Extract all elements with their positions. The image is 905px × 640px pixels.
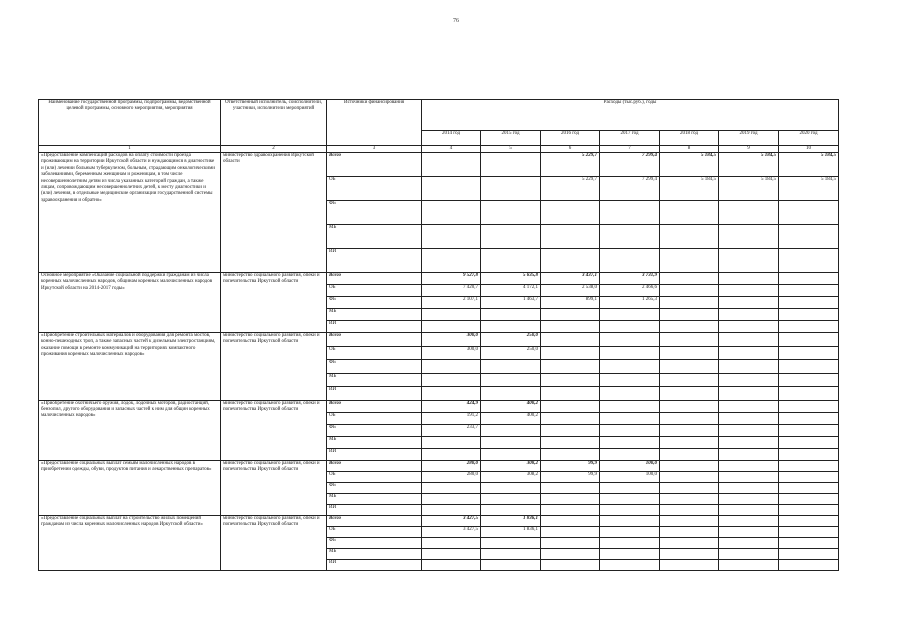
expense-value: 3 731,9 (600, 273, 660, 285)
funding-source: Всего (327, 273, 422, 285)
expense-value (600, 515, 660, 526)
expense-value: 899,1 (541, 297, 600, 309)
table-row (39, 400, 839, 412)
expense-value (541, 249, 600, 273)
expense-value (779, 436, 839, 448)
expense-value (422, 249, 481, 273)
column-number: 1 (39, 146, 221, 153)
expense-value (719, 436, 779, 448)
expense-value: 280,0 (422, 471, 481, 482)
expense-value (600, 537, 660, 548)
expense-value (660, 400, 719, 412)
expense-value (541, 400, 600, 412)
header-year: 2015 год (481, 131, 541, 146)
expense-value (719, 297, 779, 309)
expense-value (422, 448, 481, 460)
expense-value (660, 225, 719, 249)
expense-value (422, 493, 481, 504)
expense-value (422, 225, 481, 249)
expense-value (600, 225, 660, 249)
expense-value (719, 504, 779, 515)
expense-value: 400,2 (481, 412, 541, 424)
expense-value (779, 285, 839, 297)
expense-value (541, 559, 600, 570)
expense-value (541, 346, 600, 360)
expense-value (779, 424, 839, 436)
expense-value: 3 427,5 (422, 515, 481, 526)
expense-value (779, 537, 839, 548)
expense-value: 7 420,7 (422, 285, 481, 297)
expense-value (660, 548, 719, 559)
table-row (39, 333, 839, 347)
expense-value (600, 526, 660, 537)
expense-value (422, 309, 481, 321)
expense-value (422, 177, 481, 201)
expense-value: 5 184,5 (719, 177, 779, 201)
expense-value (660, 537, 719, 548)
expense-value (541, 515, 600, 526)
expense-value (481, 424, 541, 436)
expense-value: 2 107,1 (422, 297, 481, 309)
expense-value (481, 249, 541, 273)
expense-value (481, 493, 541, 504)
expense-value: 2 466,6 (600, 285, 660, 297)
funding-source: ФБ (327, 537, 422, 548)
expense-value: 424,9 (422, 400, 481, 412)
expense-value: 250,0 (481, 346, 541, 360)
expense-value (719, 526, 779, 537)
measure-executor: министерство социального развития, опеки и попечительства Иркутской области (221, 460, 327, 515)
expense-value (422, 201, 481, 225)
expense-value (481, 559, 541, 570)
measure-executor: министерство здравоохранения Иркутской области (221, 153, 327, 273)
expense-value (660, 504, 719, 515)
funding-source: ФБ (327, 297, 422, 309)
expense-value (600, 504, 660, 515)
expense-value: 99,9 (541, 460, 600, 471)
funding-source: ИИ (327, 559, 422, 570)
funding-source: МБ (327, 373, 422, 387)
expense-value: 308,2 (481, 460, 541, 471)
expense-value (541, 373, 600, 387)
expense-value (719, 373, 779, 387)
funding-source: Всего (327, 515, 422, 526)
expense-value (779, 309, 839, 321)
expense-value (660, 482, 719, 493)
expense-value (541, 333, 600, 347)
expense-value: 5 184,5 (719, 153, 779, 177)
expense-value (719, 273, 779, 285)
expense-value (660, 424, 719, 436)
column-number: 10 (779, 146, 839, 153)
column-number: 4 (422, 146, 481, 153)
expense-value (779, 548, 839, 559)
funding-source: ОБ (327, 177, 422, 201)
expense-value (481, 448, 541, 460)
funding-source: ИИ (327, 448, 422, 460)
expense-value: 400,2 (481, 400, 541, 412)
expense-value: 280,0 (422, 460, 481, 471)
expense-value (541, 412, 600, 424)
expense-value (600, 333, 660, 347)
expense-value (422, 373, 481, 387)
expense-value (719, 424, 779, 436)
expense-value (600, 249, 660, 273)
funding-source: ИИ (327, 387, 422, 401)
table-row (39, 153, 839, 177)
expense-value (779, 333, 839, 347)
expense-value (719, 346, 779, 360)
header-name: Наименование государственной программы, подпрограммы, ведомственной целевой программы, основного мероприятия, мероприятия (39, 100, 221, 146)
expense-value (600, 448, 660, 460)
measure-executor: министерство социального развития, опеки и попечительства Иркутской области (221, 400, 327, 460)
measure-name: Основное мероприятие «Оказание социальной поддержки гражданам из числа коренных малочисленных народов, общинам коренных малочисленных народов Иркутской области на 2014-2017 годы» (39, 273, 221, 333)
expense-value (541, 448, 600, 460)
expense-value (719, 400, 779, 412)
expense-value (600, 548, 660, 559)
expense-value (541, 482, 600, 493)
expense-value (779, 460, 839, 471)
expense-value (481, 482, 541, 493)
table-row (39, 273, 839, 285)
expense-value (541, 424, 600, 436)
expense-value (660, 249, 719, 273)
expense-value (660, 460, 719, 471)
funding-source: Всего (327, 460, 422, 471)
expense-value: 3 437,1 (541, 273, 600, 285)
expense-value (779, 273, 839, 285)
expense-value (779, 321, 839, 333)
expense-value (779, 346, 839, 360)
header-expenses: Расходы (тыс.руб.), годы (422, 100, 839, 131)
expense-value: 191,2 (422, 412, 481, 424)
column-number: 9 (719, 146, 779, 153)
expense-value: 100,0 (600, 471, 660, 482)
funding-source: ОБ (327, 412, 422, 424)
expense-value (719, 225, 779, 249)
funding-source: ФБ (327, 424, 422, 436)
expense-value: 5 184,5 (660, 177, 719, 201)
expense-value: 250,0 (481, 333, 541, 347)
column-number: 5 (481, 146, 541, 153)
funding-source: МБ (327, 436, 422, 448)
expense-value: 4 172,1 (481, 285, 541, 297)
expense-value (600, 360, 660, 374)
expense-value: 233,7 (422, 424, 481, 436)
measure-name: «Приобретение охотничьего оружия, лодок, лодочных моторов, радиостанций, бензопил, другого оборудования и запасных частей к ним для общин коренных малочисленных народов» (39, 400, 221, 460)
expense-value (660, 373, 719, 387)
measure-name: «Предоставление компенсаций расходов на оплату стоимости проезда проживающим на территории Иркутской области и нуждающимся в диагностике и (или) лечении больным туберкулезом, больным, страдающим онкологическими заболеваниями, беременным женщинам и роженицам, в том числе несовершеннолетним детям из числа указанных категорий граждан, а также лицам, сопровождающим несовершеннолетних детей, к месту диагностики и (или) лечения, в отдельные медицинские организации государственной системы здравоохранения и обратно» (39, 153, 221, 273)
expense-value (422, 153, 481, 177)
expense-value: 9 527,8 (422, 273, 481, 285)
expense-value: 5 229,7 (541, 153, 600, 177)
expense-value (660, 309, 719, 321)
table-row (39, 515, 839, 526)
expense-value (719, 321, 779, 333)
expense-value (660, 412, 719, 424)
expense-value (779, 515, 839, 526)
expense-value (779, 387, 839, 401)
expense-value (779, 201, 839, 225)
expense-value (719, 471, 779, 482)
expense-value (422, 504, 481, 515)
header-year: 2019 год (719, 131, 779, 146)
expense-value: 7 299,4 (600, 153, 660, 177)
measure-executor: министерство социального развития, опеки и попечительства Иркутской области (221, 333, 327, 401)
expense-value (600, 321, 660, 333)
expense-value (541, 537, 600, 548)
expense-value (600, 346, 660, 360)
expense-value (541, 360, 600, 374)
expense-value (600, 309, 660, 321)
expense-value (660, 471, 719, 482)
measure-name: «Предоставление социальных выплат на строительство жилых помещений гражданам из числа коренных малочисленных народов Иркутской области» (39, 515, 221, 570)
funding-source: ФБ (327, 360, 422, 374)
expense-value (422, 436, 481, 448)
budget-table (38, 99, 839, 571)
column-number: 8 (660, 146, 719, 153)
expense-value: 1 836,1 (481, 526, 541, 537)
expense-value (422, 537, 481, 548)
header-year: 2017 год (600, 131, 660, 146)
expense-value (541, 201, 600, 225)
expense-value (779, 526, 839, 537)
expense-value (600, 436, 660, 448)
expense-value: 300,0 (422, 333, 481, 347)
expense-value (481, 225, 541, 249)
expense-value (660, 297, 719, 309)
expense-value (422, 482, 481, 493)
expense-value (541, 387, 600, 401)
expense-value (660, 285, 719, 297)
funding-source: ИИ (327, 249, 422, 273)
expense-value (719, 548, 779, 559)
expense-value (779, 471, 839, 482)
expense-value (779, 373, 839, 387)
expense-value (481, 177, 541, 201)
expense-value: 308,2 (481, 471, 541, 482)
funding-source: ОБ (327, 471, 422, 482)
expense-value (481, 436, 541, 448)
expense-value: 5 184,5 (779, 153, 839, 177)
funding-source: МБ (327, 309, 422, 321)
expense-value: 3 427,5 (422, 526, 481, 537)
header-year: 2020 год (779, 131, 839, 146)
expense-value (719, 537, 779, 548)
expense-value (660, 201, 719, 225)
expense-value (660, 493, 719, 504)
expense-value (719, 515, 779, 526)
funding-source: МБ (327, 548, 422, 559)
expense-value (481, 537, 541, 548)
expense-value (779, 360, 839, 374)
expense-value (660, 436, 719, 448)
expense-value (779, 559, 839, 570)
expense-value (779, 297, 839, 309)
expense-value (660, 273, 719, 285)
expense-value (541, 436, 600, 448)
expense-value (600, 201, 660, 225)
expense-value: 2 538,0 (541, 285, 600, 297)
expense-value (422, 321, 481, 333)
header-year: 2018 год (660, 131, 719, 146)
expense-value: 1 463,7 (481, 297, 541, 309)
expense-value (660, 448, 719, 460)
expense-value (600, 373, 660, 387)
expense-value (541, 321, 600, 333)
measure-executor: министерство социального развития, опеки и попечительства Иркутской области (221, 273, 327, 333)
expense-value (719, 482, 779, 493)
header-source: Источники финансирования (327, 100, 422, 146)
expense-value (719, 249, 779, 273)
expense-value (719, 387, 779, 401)
expense-value (660, 360, 719, 374)
expense-value (719, 448, 779, 460)
funding-source: Всего (327, 400, 422, 412)
expense-value (481, 309, 541, 321)
expense-value: 99,9 (541, 471, 600, 482)
expense-value (719, 285, 779, 297)
expense-value: 5 184,5 (660, 153, 719, 177)
expense-value (422, 559, 481, 570)
expense-value (779, 482, 839, 493)
header-year: 2016 год (541, 131, 600, 146)
expense-value (719, 309, 779, 321)
expense-value (719, 412, 779, 424)
expense-value (481, 548, 541, 559)
expense-value (481, 201, 541, 225)
expense-value (600, 424, 660, 436)
expense-value (422, 360, 481, 374)
funding-source: ОБ (327, 285, 422, 297)
expense-value (422, 387, 481, 401)
expense-value: 300,0 (422, 346, 481, 360)
expense-value (779, 400, 839, 412)
expense-value (660, 333, 719, 347)
measure-name: «Приобретение строительных материалов и оборудования для ремонта мостов, конно-пешеходных троп, а также запасных частей к дизельным электростанциям, оказание помощи в ремонте коммуникаций на территориях компактного проживания коренных малочисленных народов» (39, 333, 221, 401)
expense-value (481, 360, 541, 374)
expense-value (660, 321, 719, 333)
measure-executor: министерство социального развития, опеки и попечительства Иркутской области (221, 515, 327, 570)
expense-value (600, 559, 660, 570)
expense-value (719, 201, 779, 225)
expense-value (481, 321, 541, 333)
funding-source: ОБ (327, 526, 422, 537)
funding-source: Всего (327, 333, 422, 347)
expense-value (541, 526, 600, 537)
expense-value (779, 493, 839, 504)
expense-value (719, 460, 779, 471)
funding-source: ФБ (327, 482, 422, 493)
expense-value (660, 559, 719, 570)
expense-value: 5 184,5 (779, 177, 839, 201)
funding-source: ИИ (327, 504, 422, 515)
expense-value (600, 387, 660, 401)
expense-value (779, 448, 839, 460)
expense-value (779, 225, 839, 249)
expense-value (660, 526, 719, 537)
funding-source: МБ (327, 493, 422, 504)
expense-value (600, 493, 660, 504)
funding-source: ФБ (327, 201, 422, 225)
expense-value: 5 229,7 (541, 177, 600, 201)
expense-value (541, 493, 600, 504)
expense-value (600, 482, 660, 493)
expense-value (660, 346, 719, 360)
table-row (39, 460, 839, 471)
funding-source: МБ (327, 225, 422, 249)
expense-value (541, 309, 600, 321)
column-number: 3 (327, 146, 422, 153)
expense-value (779, 249, 839, 273)
expense-value (481, 387, 541, 401)
expense-value (600, 412, 660, 424)
header-year: 2014 год (422, 131, 481, 146)
expense-value: 1 265,3 (600, 297, 660, 309)
expense-value: 5 635,8 (481, 273, 541, 285)
expense-value (481, 153, 541, 177)
column-number: 7 (600, 146, 660, 153)
expense-value (600, 400, 660, 412)
expense-value (719, 333, 779, 347)
expense-value: 7 299,4 (600, 177, 660, 201)
expense-value: 100,0 (600, 460, 660, 471)
expense-value (719, 559, 779, 570)
expense-value (719, 493, 779, 504)
expense-value (660, 387, 719, 401)
funding-source: Всего (327, 153, 422, 177)
expense-value (779, 504, 839, 515)
funding-source: ОБ (327, 346, 422, 360)
column-number: 2 (221, 146, 327, 153)
expense-value (541, 225, 600, 249)
header-executor: Ответственный исполнитель, соисполнители, участники, исполнители мероприятий (221, 100, 327, 146)
expense-value (541, 548, 600, 559)
expense-value (422, 548, 481, 559)
page-number: 76 (453, 18, 459, 24)
expense-value (779, 412, 839, 424)
expense-value (719, 360, 779, 374)
expense-value (660, 515, 719, 526)
expense-value (481, 504, 541, 515)
expense-value: 1 836,1 (481, 515, 541, 526)
column-number: 6 (541, 146, 600, 153)
expense-value (481, 373, 541, 387)
measure-name: «Предоставление социальных выплат семьям малочисленных народов в приобретении одежды, обуви, продуктов питания и лекарственных препаратов» (39, 460, 221, 515)
funding-source: ИИ (327, 321, 422, 333)
expense-value (541, 504, 600, 515)
